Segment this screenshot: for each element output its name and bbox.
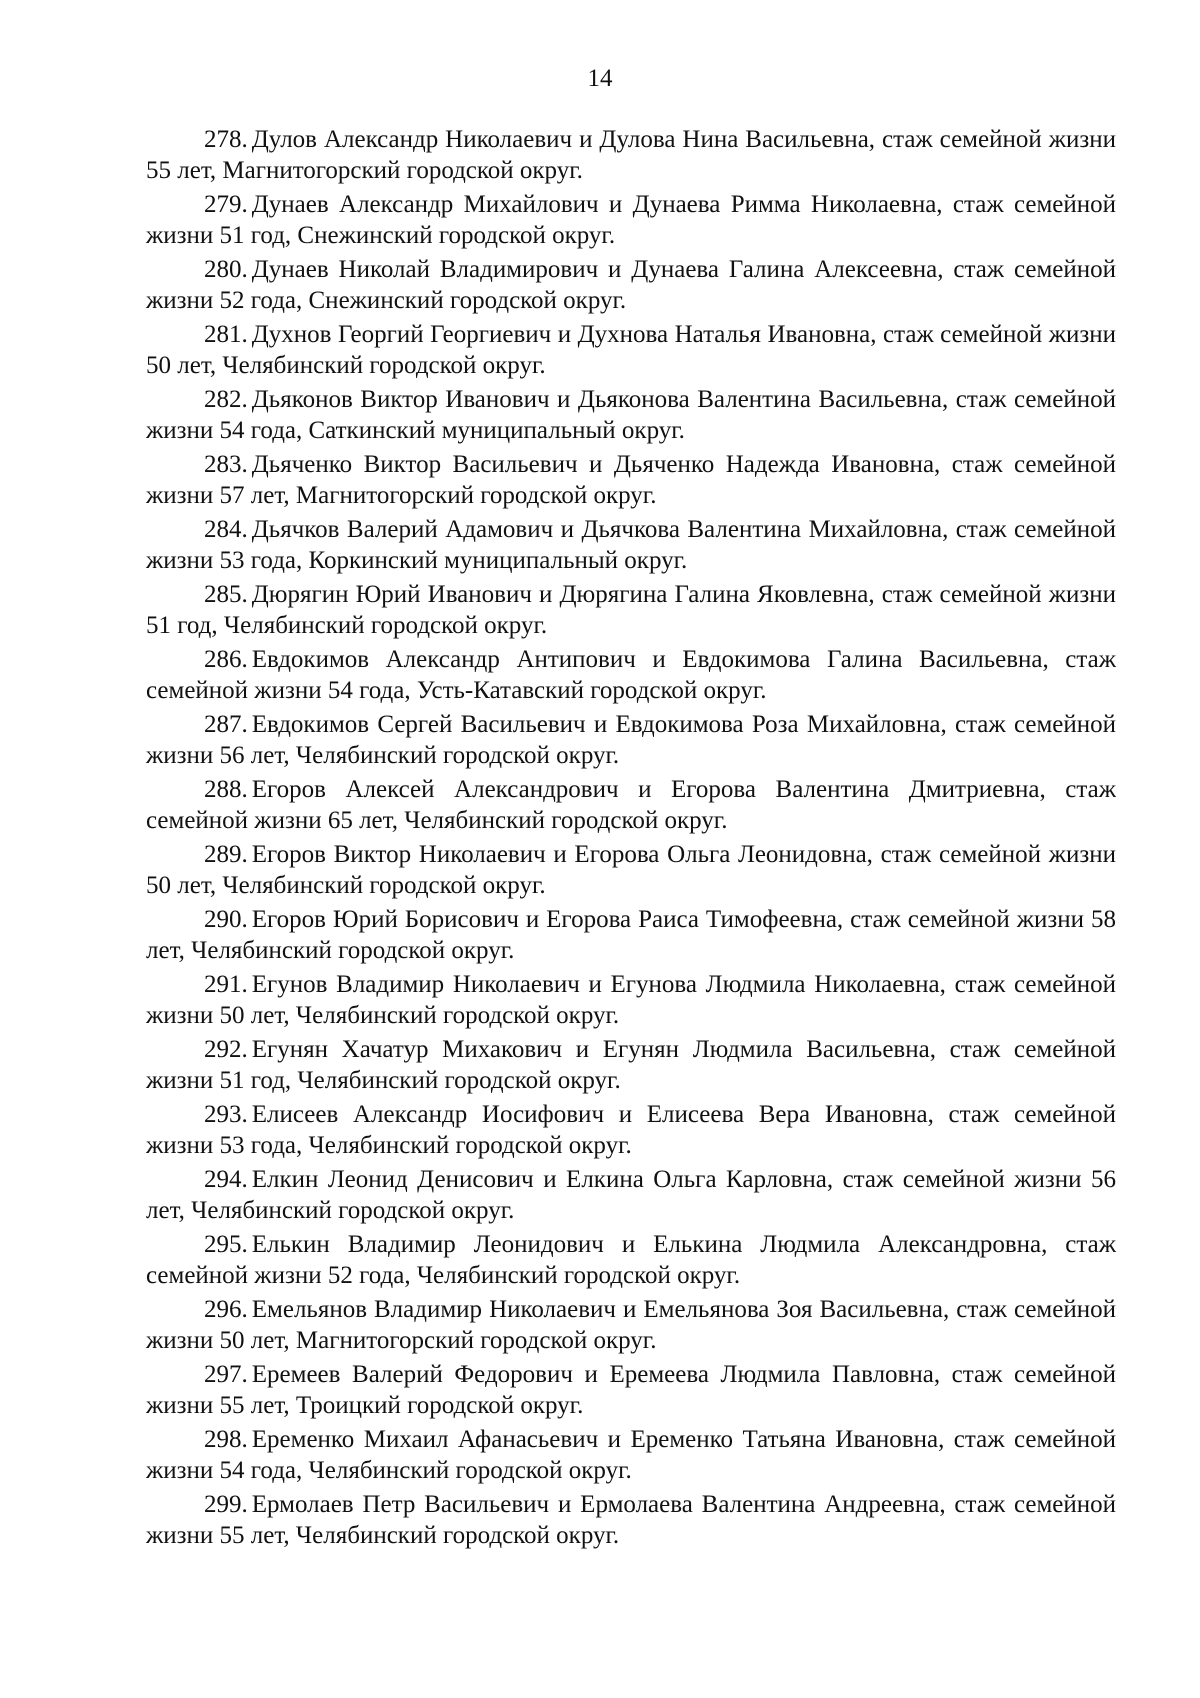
- entry-text: Дьяченко Виктор Васильевич и Дьяченко Надежда Ивановна, стаж семейной жизни 57 лет, Магнитогорский городской округ.: [146, 451, 1116, 509]
- entry-text: Ермолаев Петр Васильевич и Ермолаева Валентина Андреевна, стаж семейной жизни 55 лет, Челябинский городской округ.: [146, 1491, 1116, 1549]
- entry-text: Духнов Георгий Георгиевич и Духнова Наталья Ивановна, стаж семейной жизни 50 лет, Челябинский городской округ.: [146, 321, 1116, 379]
- entry-text: Егунян Хачатур Михакович и Егунян Людмила Васильевна, стаж семейной жизни 51 год, Челябинский городской округ.: [146, 1036, 1116, 1094]
- entry-text: Дьячков Валерий Адамович и Дьячкова Валентина Михайловна, стаж семейной жизни 53 года, Коркинский муниципальный округ.: [146, 516, 1116, 574]
- entry-number: 279.: [204, 191, 248, 218]
- entries-list: [146, 124, 1116, 1554]
- entry-text: Елкин Леонид Денисович и Елкина Ольга Карловна, стаж семейной жизни 56 лет, Челябинский городской округ.: [146, 1166, 1116, 1224]
- entry-number: 285.: [204, 581, 248, 608]
- list-item: [146, 124, 1116, 186]
- entry-number: 283.: [204, 451, 248, 478]
- entry-text: Евдокимов Сергей Васильевич и Евдокимова Роза Михайловна, стаж семейной жизни 56 лет, Челябинский городской округ.: [146, 711, 1116, 769]
- entry-text: Елисеев Александр Иосифович и Елисеева Вера Ивановна, стаж семейной жизни 53 года, Челябинский городской округ.: [146, 1101, 1116, 1159]
- list-item: [146, 774, 1116, 836]
- entry-text: Егоров Юрий Борисович и Егорова Раиса Тимофеевна, стаж семейной жизни 58 лет, Челябинский городской округ.: [146, 906, 1116, 964]
- list-item: [146, 319, 1116, 381]
- entry-number: 292.: [204, 1036, 248, 1063]
- entry-number: 278.: [204, 126, 248, 153]
- entry-text: Егунов Владимир Николаевич и Егунова Людмила Николаевна, стаж семейной жизни 50 лет, Челябинский городской округ.: [146, 971, 1116, 1029]
- list-item: [146, 1164, 1116, 1226]
- entry-number: 287.: [204, 711, 248, 738]
- entry-number: 299.: [204, 1491, 248, 1518]
- entry-number: 289.: [204, 841, 248, 868]
- list-item: [146, 1294, 1116, 1356]
- entry-number: 295.: [204, 1231, 248, 1258]
- entry-number: 291.: [204, 971, 248, 998]
- entry-number: 280.: [204, 256, 248, 283]
- entry-number: 294.: [204, 1166, 248, 1193]
- entry-number: 297.: [204, 1361, 248, 1388]
- list-item: [146, 1229, 1116, 1291]
- list-item: [146, 1424, 1116, 1486]
- list-item: [146, 384, 1116, 446]
- list-item: [146, 1034, 1116, 1096]
- entry-text: Дьяконов Виктор Иванович и Дьяконова Валентина Васильевна, стаж семейной жизни 54 года, Саткинский муниципальный округ.: [146, 386, 1116, 444]
- entry-text: Еременко Михаил Афанасьевич и Еременко Татьяна Ивановна, стаж семейной жизни 54 года, Челябинский городской округ.: [146, 1426, 1116, 1484]
- entry-text: Дунаев Александр Михайлович и Дунаева Римма Николаевна, стаж семейной жизни 51 год, Снежинский городской округ.: [146, 191, 1116, 249]
- entry-number: 284.: [204, 516, 248, 543]
- entry-number: 293.: [204, 1101, 248, 1128]
- list-item: [146, 254, 1116, 316]
- entry-number: 290.: [204, 906, 248, 933]
- list-item: [146, 1489, 1116, 1551]
- list-item: [146, 904, 1116, 966]
- entry-text: Евдокимов Александр Антипович и Евдокимова Галина Васильевна, стаж семейной жизни 54 года, Усть-Катавский городской округ.: [146, 646, 1116, 704]
- entry-number: 296.: [204, 1296, 248, 1323]
- list-item: [146, 1099, 1116, 1161]
- entry-text: Елькин Владимир Леонидович и Елькина Людмила Александровна, стаж семейной жизни 52 года, Челябинский городской округ.: [146, 1231, 1116, 1289]
- entry-text: Еремеев Валерий Федорович и Еремеева Людмила Павловна, стаж семейной жизни 55 лет, Троицкий городской округ.: [146, 1361, 1116, 1419]
- list-item: [146, 449, 1116, 511]
- list-item: [146, 709, 1116, 771]
- list-item: [146, 189, 1116, 251]
- list-item: [146, 839, 1116, 901]
- entry-number: 281.: [204, 321, 248, 348]
- entry-number: 298.: [204, 1426, 248, 1453]
- list-item: [146, 514, 1116, 576]
- entry-number: 286.: [204, 646, 248, 673]
- entry-text: Егоров Виктор Николаевич и Егорова Ольга Леонидовна, стаж семейной жизни 50 лет, Челябинский городской округ.: [146, 841, 1116, 899]
- entry-text: Дунаев Николай Владимирович и Дунаева Галина Алексеевна, стаж семейной жизни 52 года, Снежинский городской округ.: [146, 256, 1116, 314]
- entry-number: 288.: [204, 776, 248, 803]
- list-item: [146, 644, 1116, 706]
- entry-number: 282.: [204, 386, 248, 413]
- entry-text: Дюрягин Юрий Иванович и Дюрягина Галина Яковлевна, стаж семейной жизни 51 год, Челябинский городской округ.: [146, 581, 1116, 639]
- list-item: [146, 1359, 1116, 1421]
- list-item: [146, 969, 1116, 1031]
- entry-text: Емельянов Владимир Николаевич и Емельянова Зоя Васильевна, стаж семейной жизни 50 лет, Магнитогорский городской округ.: [146, 1296, 1116, 1354]
- list-item: [146, 579, 1116, 641]
- page-number: 14: [587, 65, 613, 92]
- entry-text: Егоров Алексей Александрович и Егорова Валентина Дмитриевна, стаж семейной жизни 65 лет, Челябинский городской округ.: [146, 776, 1116, 834]
- entry-text: Дулов Александр Николаевич и Дулова Нина Васильевна, стаж семейной жизни 55 лет, Магнитогорский городской округ.: [146, 126, 1116, 184]
